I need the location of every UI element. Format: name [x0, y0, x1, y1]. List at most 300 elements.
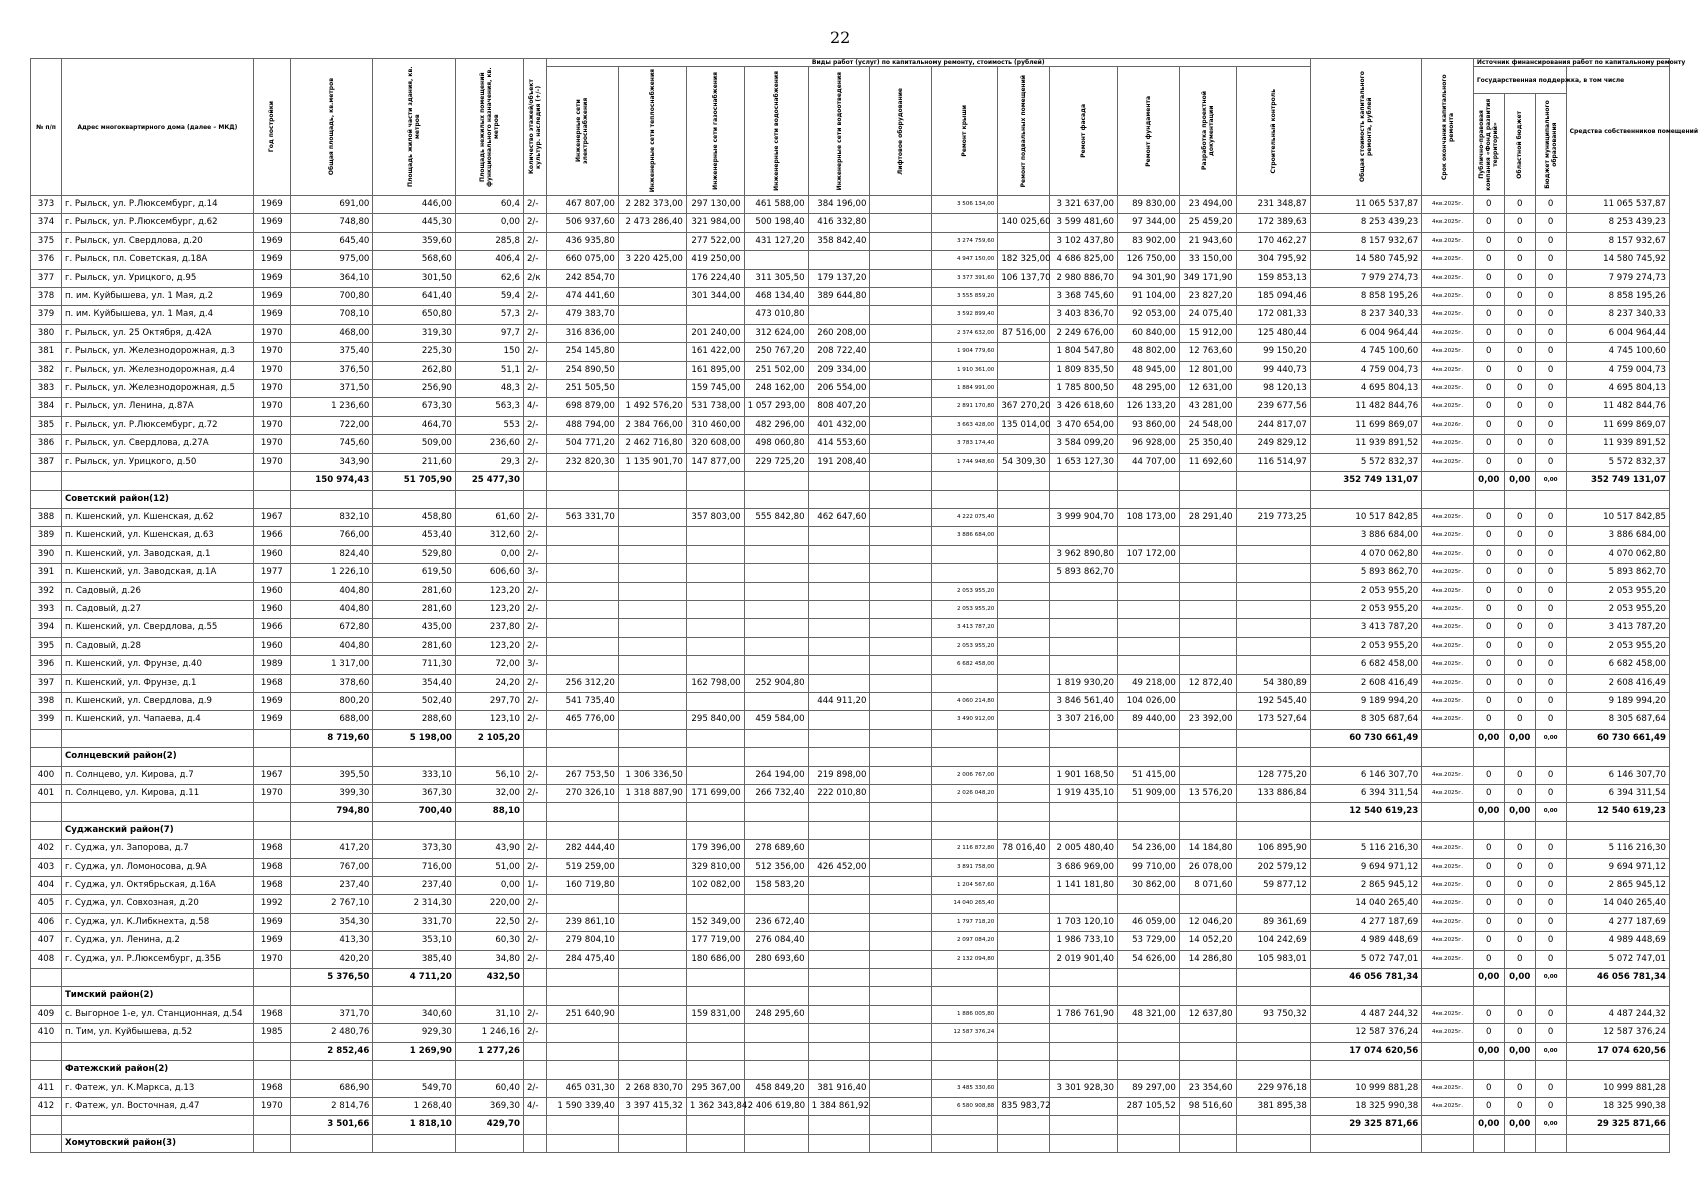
subtotal-empty-cell: [808, 969, 870, 987]
cell-year: 1970: [253, 380, 290, 398]
subtotal-empty-cell: [61, 803, 253, 821]
cell-f2: 0: [1504, 766, 1535, 784]
subtotal-empty-cell: [618, 472, 686, 490]
cell-n: 407: [31, 932, 62, 950]
cell-w6: [870, 877, 932, 895]
cell-w6: [870, 858, 932, 876]
cell-fl: 2/-: [523, 416, 546, 434]
cell-w1: 1 590 339,40: [546, 1097, 618, 1115]
cell-own: 8 858 195,26: [1566, 288, 1669, 306]
cell-w5: [808, 1024, 870, 1042]
cell-w8: 78 016,40: [998, 840, 1050, 858]
district-empty-cell: [546, 1061, 618, 1079]
cell-w2: [618, 600, 686, 618]
cell-total: 4 989 448,69: [1310, 932, 1421, 950]
cell-w7: 1 886 005,80: [932, 1005, 998, 1023]
cell-w10: 126 133,20: [1117, 398, 1179, 416]
page-number: 22: [830, 28, 851, 47]
cell-f3: 0: [1535, 674, 1566, 692]
cell-w3: [686, 637, 744, 655]
cell-fl: 2/-: [523, 785, 546, 803]
cell-w9: 1 703 120,10: [1049, 913, 1117, 931]
district-empty-cell: [1473, 821, 1504, 839]
cell-n: 391: [31, 564, 62, 582]
cell-nonlive: 62,6: [455, 269, 523, 287]
cell-total: 14 040 265,40: [1310, 895, 1421, 913]
subtotal-f3: 0,00: [1535, 803, 1566, 821]
cell-w1: 282 444,40: [546, 840, 618, 858]
cell-w10: [1117, 637, 1179, 655]
cell-f1: 0: [1473, 196, 1504, 214]
table-row: [31, 785, 1670, 803]
cell-w9: [1049, 600, 1117, 618]
cell-f3: 0: [1535, 564, 1566, 582]
cell-nonlive: 60,40: [455, 1079, 523, 1097]
cell-own: 14 040 265,40: [1566, 895, 1669, 913]
cell-w8: [998, 306, 1050, 324]
table-row: [31, 453, 1670, 471]
cell-f3: 0: [1535, 877, 1566, 895]
cell-year: 1960: [253, 600, 290, 618]
cell-term: 4кв.2025г.: [1422, 766, 1474, 784]
cell-w10: 96 928,00: [1117, 435, 1179, 453]
cell-n: 378: [31, 288, 62, 306]
cell-w12: 106 895,90: [1236, 840, 1310, 858]
subtotal-f3: 0,00: [1535, 729, 1566, 747]
subtotal-area: 5 376,50: [290, 969, 373, 987]
cell-fl: 2/-: [523, 453, 546, 471]
district-heading-row: [31, 821, 1670, 839]
subtotal-row: [31, 1116, 1670, 1134]
cell-f3: 0: [1535, 398, 1566, 416]
subtotal-empty-cell: [686, 729, 744, 747]
cell-total: 4 695 804,13: [1310, 380, 1421, 398]
cell-w9: 2 249 676,00: [1049, 324, 1117, 342]
header-work-supervision: Строительный контроль: [1236, 67, 1310, 196]
cell-f2: 0: [1504, 692, 1535, 710]
cell-w2: [618, 619, 686, 637]
subtotal-empty-cell: [31, 1116, 62, 1134]
district-empty-cell: [1535, 490, 1566, 508]
cell-w3: 295 367,00: [686, 1079, 744, 1097]
cell-fl: 2/-: [523, 840, 546, 858]
subtotal-empty-cell: [1422, 1042, 1474, 1060]
cell-live: 225,30: [373, 343, 456, 361]
cell-f1: 0: [1473, 398, 1504, 416]
cell-w2: 2 384 766,00: [618, 416, 686, 434]
cell-fl: 2/-: [523, 251, 546, 269]
table-row: [31, 637, 1670, 655]
subtotal-empty-cell: [870, 1042, 932, 1060]
cell-f2: 0: [1504, 343, 1535, 361]
subtotal-empty-cell: [870, 1116, 932, 1134]
subtotal-empty-cell: [61, 969, 253, 987]
district-name: Советский район(12): [61, 490, 253, 508]
subtotal-empty-cell: [686, 472, 744, 490]
cell-year: 1969: [253, 692, 290, 710]
cell-w4: 252 904,80: [744, 674, 808, 692]
cell-w10: 54 236,00: [1117, 840, 1179, 858]
cell-own: 11 065 537,87: [1566, 196, 1669, 214]
cell-f2: 0: [1504, 1005, 1535, 1023]
cell-w9: 1 653 127,30: [1049, 453, 1117, 471]
district-empty-cell: [373, 1134, 456, 1152]
cell-w8: [998, 950, 1050, 968]
cell-w2: 2 282 373,00: [618, 196, 686, 214]
district-empty-cell: [1236, 1134, 1310, 1152]
cell-fl: 2/-: [523, 214, 546, 232]
cell-own: 7 979 274,73: [1566, 269, 1669, 287]
cell-w2: [618, 913, 686, 931]
cell-w12: [1236, 600, 1310, 618]
subtotal-empty-cell: [1236, 729, 1310, 747]
cell-total: 8 305 687,64: [1310, 711, 1421, 729]
cell-area: 691,00: [290, 196, 373, 214]
cell-w6: [870, 232, 932, 250]
cell-w6: [870, 324, 932, 342]
cell-term: 4кв.2025г.: [1422, 619, 1474, 637]
cell-w9: 1 986 733,10: [1049, 932, 1117, 950]
subtotal-own: 29 325 871,66: [1566, 1116, 1669, 1134]
district-empty-cell: [290, 490, 373, 508]
cell-live: 340,60: [373, 1005, 456, 1023]
cell-nonlive: 123,20: [455, 582, 523, 600]
cell-term: 4кв.2025г.: [1422, 858, 1474, 876]
subtotal-empty-cell: [1179, 1042, 1236, 1060]
subtotal-empty-cell: [1179, 803, 1236, 821]
table-row: [31, 840, 1670, 858]
cell-w11: 14 286,80: [1179, 950, 1236, 968]
cell-w4: 473 010,80: [744, 306, 808, 324]
cell-nonlive: 56,10: [455, 766, 523, 784]
cell-w10: 89 830,00: [1117, 196, 1179, 214]
subtotal-empty-cell: [744, 729, 808, 747]
cell-fl: 1/-: [523, 877, 546, 895]
cell-year: 1970: [253, 343, 290, 361]
cell-f2: 0: [1504, 416, 1535, 434]
cell-w5: [808, 913, 870, 931]
cell-term: 4кв.2025г.: [1422, 232, 1474, 250]
cell-term: 4кв.2025г.: [1422, 527, 1474, 545]
cell-w1: 467 807,00: [546, 196, 618, 214]
cell-f2: 0: [1504, 435, 1535, 453]
cell-w11: 14 184,80: [1179, 840, 1236, 858]
cell-fl: 2/-: [523, 766, 546, 784]
subtotal-f1: 0,00: [1473, 472, 1504, 490]
cell-n: 411: [31, 1079, 62, 1097]
cell-w5: [808, 950, 870, 968]
cell-w11: 13 576,20: [1179, 785, 1236, 803]
subtotal-empty-cell: [523, 729, 546, 747]
cell-addr: г. Рыльск, ул. Урицкого, д.50: [61, 453, 253, 471]
cell-term: 4кв.2025г.: [1422, 674, 1474, 692]
cell-w7: 2 053 955,20: [932, 637, 998, 655]
cell-area: 395,50: [290, 766, 373, 784]
cell-f2: 0: [1504, 840, 1535, 858]
cell-w10: [1117, 582, 1179, 600]
cell-w4: 459 584,00: [744, 711, 808, 729]
district-empty-cell: [1179, 987, 1236, 1005]
cell-live: 367,30: [373, 785, 456, 803]
cell-own: 2 053 955,20: [1566, 600, 1669, 618]
cell-total: 8 253 439,23: [1310, 214, 1421, 232]
cell-live: 385,40: [373, 950, 456, 968]
cell-w5: 414 553,60: [808, 435, 870, 453]
subtotal-empty-cell: [1049, 729, 1117, 747]
header-work-water: Инженерные сети водоснабжения: [744, 67, 808, 196]
cell-term: 4кв.2025г.: [1422, 692, 1474, 710]
cell-term: 4кв.2025г.: [1422, 656, 1474, 674]
cell-live: 458,80: [373, 508, 456, 526]
subtotal-empty-cell: [1049, 1042, 1117, 1060]
cell-fl: 2/-: [523, 1005, 546, 1023]
cell-w11: 23 392,00: [1179, 711, 1236, 729]
cell-w9: 2 019 901,40: [1049, 950, 1117, 968]
cell-w8: [998, 1005, 1050, 1023]
cell-w1: [546, 656, 618, 674]
cell-year: 1989: [253, 656, 290, 674]
cell-w4: 158 583,20: [744, 877, 808, 895]
table-row: [31, 895, 1670, 913]
cell-w4: [744, 527, 808, 545]
cell-f3: 0: [1535, 619, 1566, 637]
cell-n: 382: [31, 361, 62, 379]
cell-fl: 2/-: [523, 932, 546, 950]
cell-f2: 0: [1504, 508, 1535, 526]
cell-year: 1970: [253, 398, 290, 416]
district-empty-cell: [808, 748, 870, 766]
cell-w12: 99 150,20: [1236, 343, 1310, 361]
district-empty-cell: [1117, 821, 1179, 839]
cell-year: 1969: [253, 196, 290, 214]
cell-w8: [998, 877, 1050, 895]
cell-w7: 3 490 912,00: [932, 711, 998, 729]
cell-own: 18 325 990,38: [1566, 1097, 1669, 1115]
cell-w8: [998, 545, 1050, 563]
cell-w5: 179 137,20: [808, 269, 870, 287]
cell-f1: 0: [1473, 692, 1504, 710]
cell-w6: [870, 1079, 932, 1097]
district-empty-cell: [1566, 748, 1669, 766]
cell-nonlive: 0,00: [455, 877, 523, 895]
cell-year: 1970: [253, 950, 290, 968]
subtotal-empty-cell: [546, 969, 618, 987]
district-empty-cell: [932, 490, 998, 508]
cell-f2: 0: [1504, 785, 1535, 803]
cell-w7: 14 040 265,40: [932, 895, 998, 913]
cell-area: 404,80: [290, 637, 373, 655]
district-empty-cell: [1179, 748, 1236, 766]
table-row: [31, 527, 1670, 545]
cell-term: 4кв.2025г.: [1422, 950, 1474, 968]
cell-own: 3 886 684,00: [1566, 527, 1669, 545]
cell-w7: 1 910 361,00: [932, 361, 998, 379]
district-empty-cell: [870, 1061, 932, 1079]
district-empty-cell: [808, 1134, 870, 1152]
table-row: [31, 398, 1670, 416]
table-row: [31, 196, 1670, 214]
cell-nonlive: 32,00: [455, 785, 523, 803]
cell-w5: [808, 600, 870, 618]
subtotal-empty-cell: [523, 1116, 546, 1134]
cell-nonlive: 220,00: [455, 895, 523, 913]
cell-fl: 2/-: [523, 508, 546, 526]
table-row: [31, 877, 1670, 895]
cell-total: 4 070 062,80: [1310, 545, 1421, 563]
cell-w8: [998, 582, 1050, 600]
district-empty-cell: [870, 821, 932, 839]
cell-area: 2 767,10: [290, 895, 373, 913]
table-row: [31, 656, 1670, 674]
district-empty-cell: [455, 1061, 523, 1079]
subtotal-total: 352 749 131,07: [1310, 472, 1421, 490]
cell-live: 354,40: [373, 674, 456, 692]
district-empty-cell: [373, 748, 456, 766]
cell-fl: 2/-: [523, 674, 546, 692]
cell-w12: 231 348,87: [1236, 196, 1310, 214]
cell-w9: [1049, 656, 1117, 674]
cell-w2: [618, 582, 686, 600]
cell-w1: 479 383,70: [546, 306, 618, 324]
cell-nonlive: 60,30: [455, 932, 523, 950]
cell-w4: 461 588,00: [744, 196, 808, 214]
subtotal-live: 1 269,90: [373, 1042, 456, 1060]
cell-w8: 835 983,72: [998, 1097, 1050, 1115]
cell-w5: 384 196,00: [808, 196, 870, 214]
cell-own: 4 759 004,73: [1566, 361, 1669, 379]
subtotal-f2: 0,00: [1504, 969, 1535, 987]
cell-fl: 2/-: [523, 435, 546, 453]
cell-live: 509,00: [373, 435, 456, 453]
cell-w3: 531 738,00: [686, 398, 744, 416]
cell-w12: 125 480,44: [1236, 324, 1310, 342]
district-empty-cell: [1310, 490, 1421, 508]
district-empty-cell: [932, 987, 998, 1005]
district-empty-cell: [31, 987, 62, 1005]
cell-w1: 465 776,00: [546, 711, 618, 729]
district-empty-cell: [1422, 987, 1474, 1005]
cell-total: 10 517 842,85: [1310, 508, 1421, 526]
cell-w6: [870, 913, 932, 931]
cell-w12: 54 380,89: [1236, 674, 1310, 692]
cell-w2: [618, 545, 686, 563]
cell-w9: 1 919 435,10: [1049, 785, 1117, 803]
cell-f1: 0: [1473, 214, 1504, 232]
cell-n: 397: [31, 674, 62, 692]
subtotal-empty-cell: [1422, 472, 1474, 490]
cell-year: 1969: [253, 232, 290, 250]
cell-w7: 3 413 787,20: [932, 619, 998, 637]
cell-f2: 0: [1504, 196, 1535, 214]
cell-w5: 426 452,00: [808, 858, 870, 876]
cell-year: 1967: [253, 508, 290, 526]
subtotal-empty-cell: [1117, 969, 1179, 987]
cell-w3: 102 082,00: [686, 877, 744, 895]
cell-w1: 232 820,30: [546, 453, 618, 471]
district-empty-cell: [253, 748, 290, 766]
cell-area: 404,80: [290, 582, 373, 600]
subtotal-empty-cell: [546, 1042, 618, 1060]
cell-n: 384: [31, 398, 62, 416]
cell-w8: [998, 1024, 1050, 1042]
cell-w1: 504 771,20: [546, 435, 618, 453]
subtotal-empty-cell: [686, 803, 744, 821]
cell-w6: [870, 435, 932, 453]
subtotal-empty-cell: [1179, 729, 1236, 747]
district-empty-cell: [1310, 1134, 1421, 1152]
subtotal-empty-cell: [546, 729, 618, 747]
cell-w5: 206 554,00: [808, 380, 870, 398]
cell-w3: [686, 545, 744, 563]
cell-w7: [932, 674, 998, 692]
cell-nonlive: 48,3: [455, 380, 523, 398]
district-empty-cell: [998, 821, 1050, 839]
cell-n: 373: [31, 196, 62, 214]
cell-total: 6 682 458,00: [1310, 656, 1421, 674]
cell-w5: [808, 1005, 870, 1023]
cell-n: 383: [31, 380, 62, 398]
table-row: [31, 674, 1670, 692]
subtotal-empty-cell: [744, 969, 808, 987]
district-empty-cell: [686, 748, 744, 766]
district-empty-cell: [998, 1061, 1050, 1079]
cell-w4: 248 162,00: [744, 380, 808, 398]
cell-w8: [998, 656, 1050, 674]
subtotal-own: 12 540 619,23: [1566, 803, 1669, 821]
district-empty-cell: [686, 490, 744, 508]
cell-w6: [870, 416, 932, 434]
cell-w9: 1 786 761,90: [1049, 1005, 1117, 1023]
cell-live: 650,80: [373, 306, 456, 324]
cell-w4: 2 406 619,80: [744, 1097, 808, 1115]
cell-term: 4кв.2025г.: [1422, 453, 1474, 471]
district-empty-cell: [546, 748, 618, 766]
cell-w6: [870, 766, 932, 784]
cell-w9: 3 321 637,00: [1049, 196, 1117, 214]
cell-w5: [808, 895, 870, 913]
cell-w4: 229 725,20: [744, 453, 808, 471]
cell-w7: 3 886 684,00: [932, 527, 998, 545]
cell-f3: 0: [1535, 932, 1566, 950]
subtotal-empty-cell: [523, 803, 546, 821]
cell-f1: 0: [1473, 306, 1504, 324]
cell-area: 645,40: [290, 232, 373, 250]
district-empty-cell: [1473, 490, 1504, 508]
subtotal-empty-cell: [1422, 969, 1474, 987]
district-empty-cell: [290, 821, 373, 839]
cell-w11: 12 637,80: [1179, 1005, 1236, 1023]
table-row: [31, 306, 1670, 324]
cell-total: 4 759 004,73: [1310, 361, 1421, 379]
cell-f3: 0: [1535, 656, 1566, 674]
cell-addr: п. им. Куйбышева, ул. 1 Мая, д.4: [61, 306, 253, 324]
cell-f1: 0: [1473, 619, 1504, 637]
cell-w8: [998, 692, 1050, 710]
cell-w10: 49 218,00: [1117, 674, 1179, 692]
subtotal-empty-cell: [998, 472, 1050, 490]
cell-w8: [998, 196, 1050, 214]
district-empty-cell: [1422, 1134, 1474, 1152]
cell-w7: 1 884 991,00: [932, 380, 998, 398]
cell-own: 2 608 416,49: [1566, 674, 1669, 692]
cell-term: 4кв.2025г.: [1422, 435, 1474, 453]
cell-total: 3 413 787,20: [1310, 619, 1421, 637]
cell-own: 5 893 862,70: [1566, 564, 1669, 582]
cell-total: 14 580 745,92: [1310, 251, 1421, 269]
table-row: [31, 269, 1670, 287]
cell-w11: [1179, 619, 1236, 637]
subtotal-live: 51 705,90: [373, 472, 456, 490]
